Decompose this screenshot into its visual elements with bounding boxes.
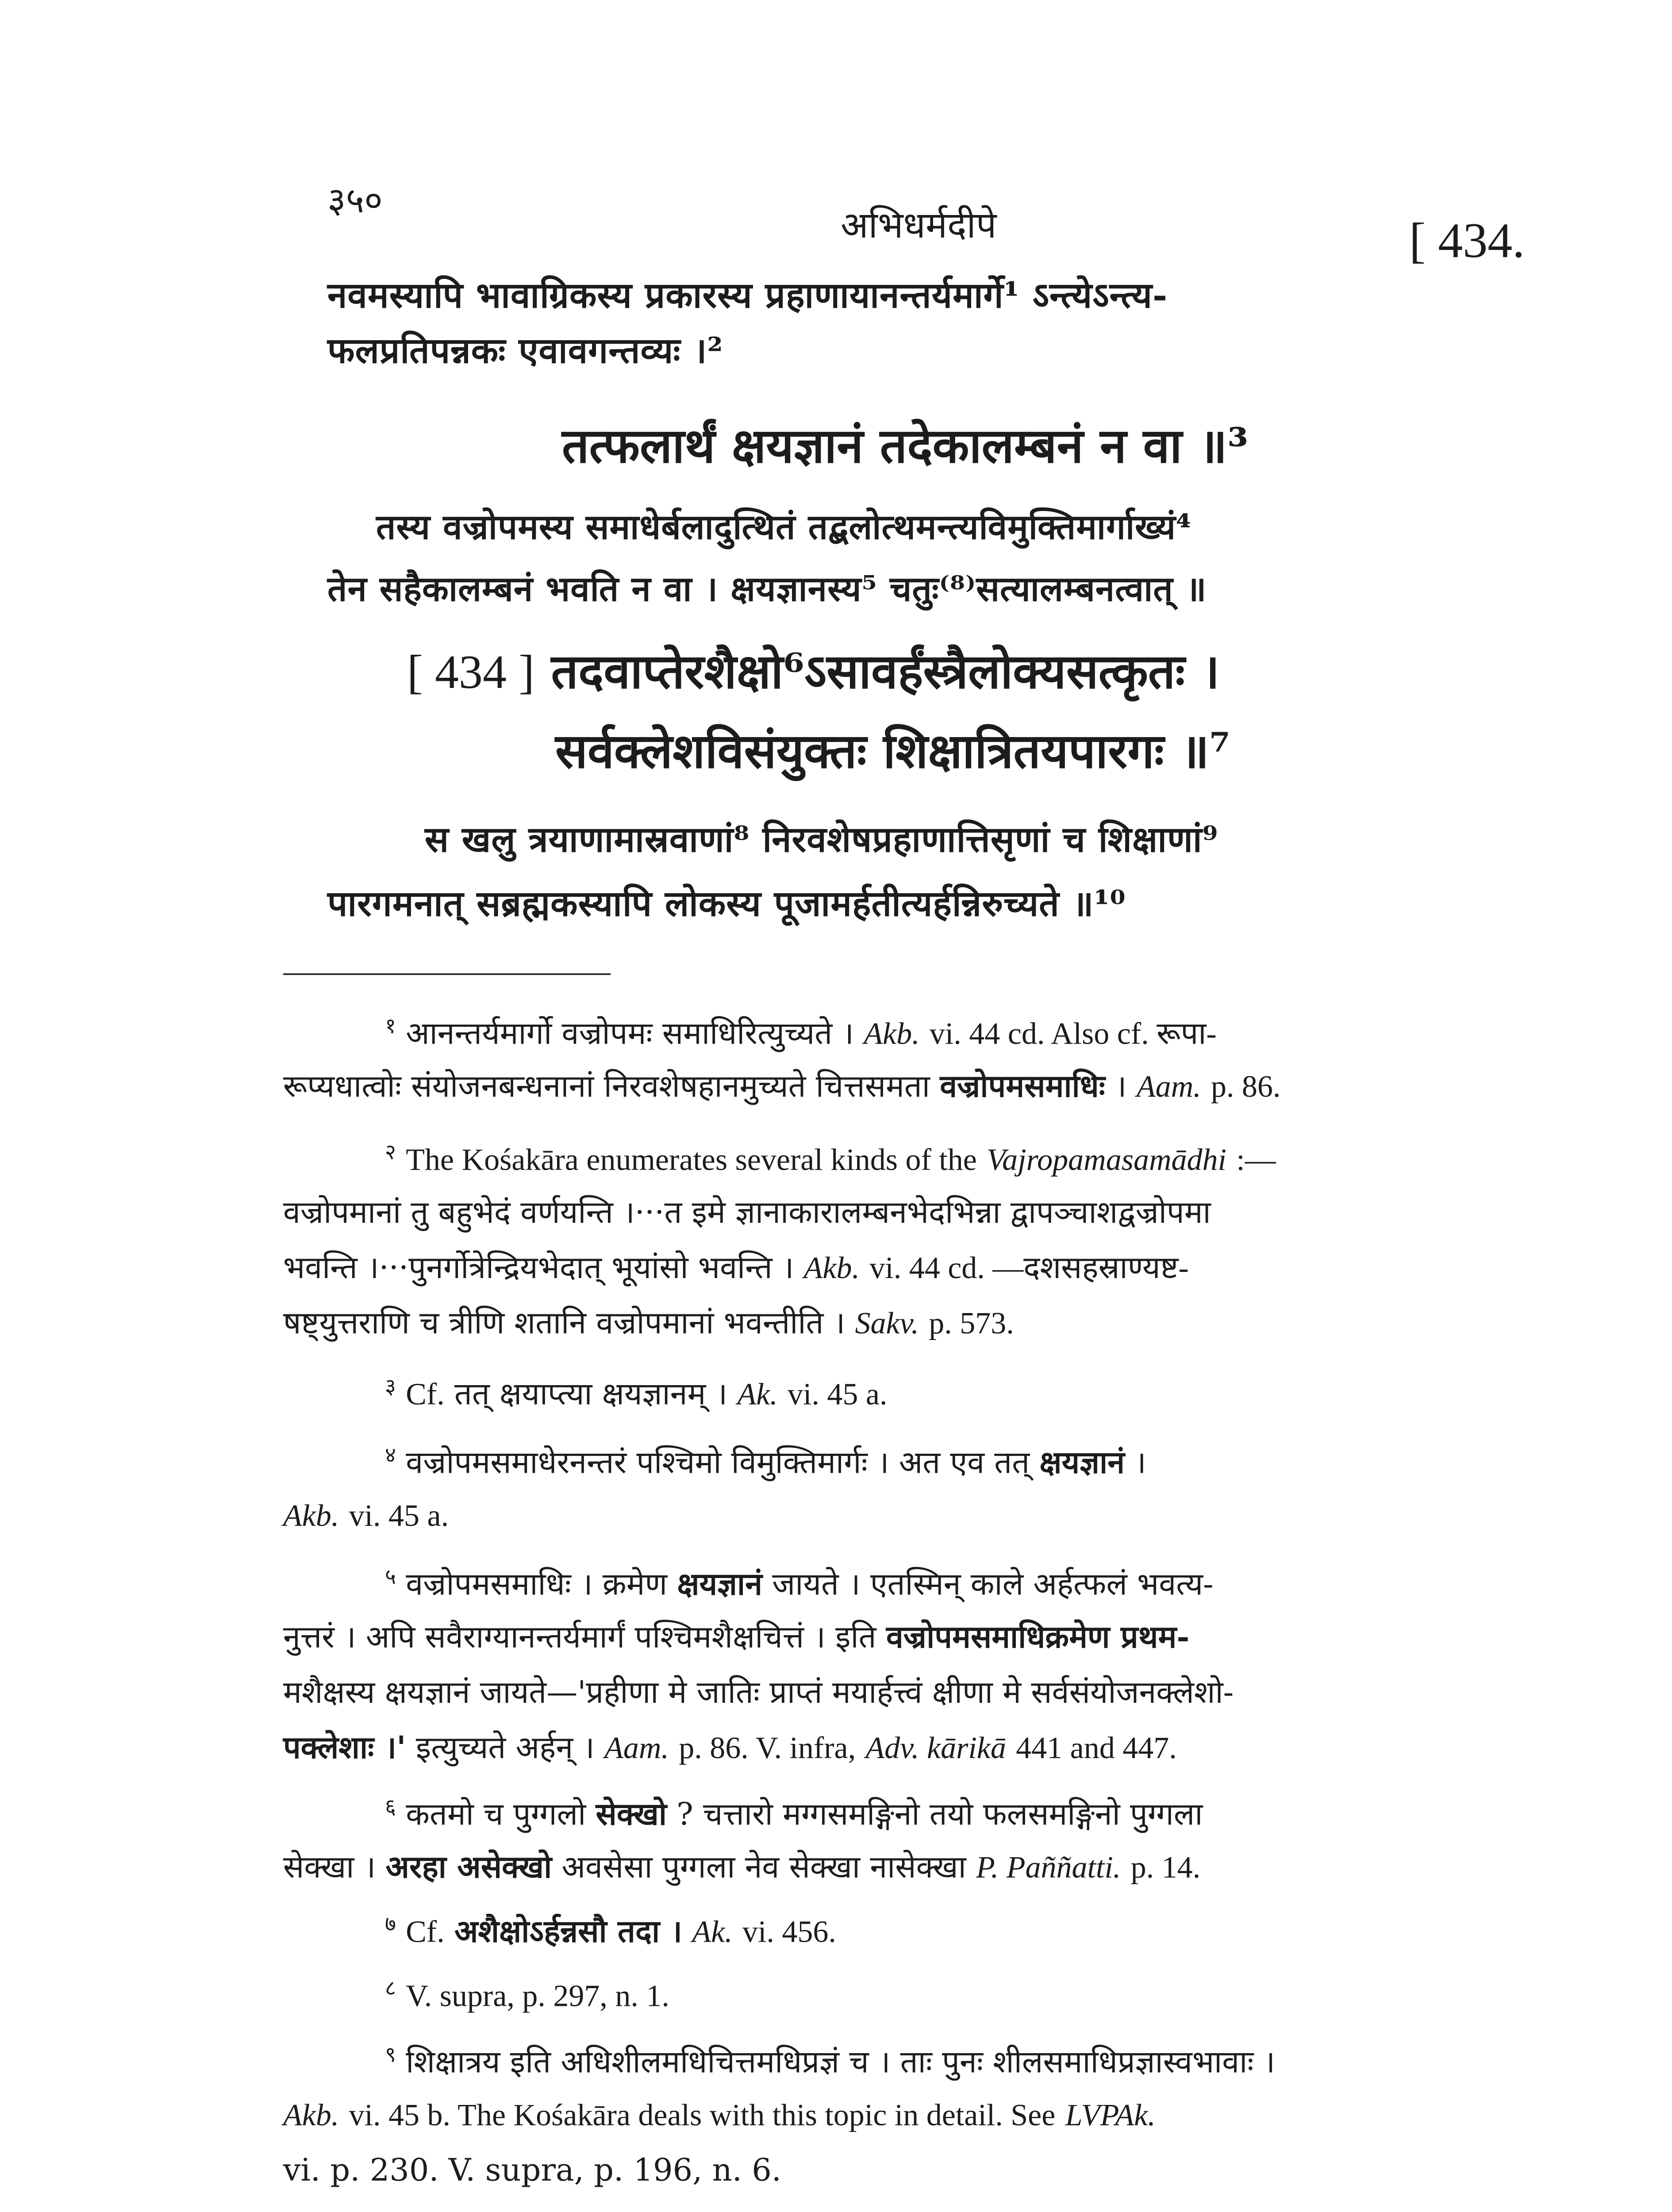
footnote-5-line: नुत्तरं । अपि सवैराग्यानन्तर्यमार्गं पश्चिमशैक्षचित्तं । इति वज्रोपमसमाधिक्रमेण प्रथम- bbox=[283, 1618, 1190, 1655]
footnote-2-line: षष्ट्युत्तराणि च त्रीणि शतानि वज्रोपमानां भवन्तीति । Sakv. p. 573. bbox=[283, 1305, 1014, 1341]
prose-line: फलप्रतिपन्नकः एवावगन्तव्यः ।² bbox=[327, 330, 723, 371]
page-number: ३५० bbox=[327, 180, 383, 221]
footnote-1: $^१$ आनन्तर्यमार्गो वज्रोपमः समाधिरित्युच्यते । Akb. vi. 44 cd. Also cf. रूपा- bbox=[385, 1014, 1217, 1052]
footnote-6-line: सेक्खा । अरहा असेक्खो अवसेसा पुग्गला नेव सेक्खा नासेक्खा P. Paññatti. p. 14. bbox=[283, 1848, 1201, 1885]
footnote-3: $^३$ Cf. तत् क्षयाप्त्या क्षयज्ञानम् । Ak. vi. 45 a. bbox=[385, 1374, 888, 1412]
footnote-marker: ९ bbox=[385, 2042, 396, 2067]
verse-range: [ 434. bbox=[1409, 213, 1525, 268]
footnote-marker: ४ bbox=[385, 1443, 396, 1467]
verse-line: सर्वक्लेशविसंयुक्तः शिक्षात्रितयपारगः ॥⁷ bbox=[555, 723, 1230, 779]
prose-line: पारगमनात् सब्रह्मकस्यापि लोकस्य पूजामर्हतीत्यर्हन्निरुच्यते ॥¹⁰ bbox=[327, 883, 1126, 924]
footnote-2-line: भवन्ति ।···पुनर्गोत्रेन्द्रियभेदात् भूयांसो भवन्ति । Akb. vi. 44 cd. —दशसहस्राण्यष्ट- bbox=[283, 1249, 1189, 1286]
footnote-9-line: vi. p. 230. V. supra, p. 196, n. 6. bbox=[283, 2152, 781, 2188]
footnote-4-line: Akb. vi. 45 a. bbox=[283, 1499, 449, 1533]
footnote-marker: १ bbox=[385, 1014, 396, 1038]
footnote-marker: ८ bbox=[385, 1976, 396, 2001]
footnote-marker: ७ bbox=[385, 1912, 396, 1936]
footnote-1-line: रूप्यधात्वोः संयोजनबन्धनानां निरवशेषहानमुच्यते चित्तसमता वज्रोपमसमाधिः । Aam. p. 86. bbox=[283, 1068, 1281, 1104]
footnote-divider bbox=[283, 973, 611, 975]
footnote-2: $^२$ The Kośakāra enumerates several kinds of the Vajropamasamādhi :— bbox=[385, 1140, 1276, 1177]
footnote-5-line: पक्लेशाः ।' इत्युच्यते अर्हन् । Aam. p. 86. V. infra, Adv. kārikā 441 and 447. bbox=[283, 1729, 1177, 1766]
footnote-marker: ६ bbox=[385, 1794, 396, 1819]
verse-line: तत्फलार्थं क्षयज्ञानं तदेकालम्बनं न वा ॥³ bbox=[562, 418, 1249, 474]
footnote-marker: २ bbox=[385, 1140, 396, 1164]
prose-line: स खलु त्रयाणामास्रवाणां⁸ निरवशेषप्रहाणात्तिसृणां च शिक्षाणां⁹ bbox=[425, 818, 1218, 860]
footnote-6: $^६$ कतमो च पुग्गलो सेक्खो ? चत्तारो मग्गसमङ्गिनो तयो फलसमङ्गिनो पुग्गला bbox=[385, 1794, 1203, 1832]
footnote-9-line: Akb. vi. 45 b. The Kośakāra deals with this topic in detail. See LVPAk. bbox=[283, 2098, 1156, 2132]
footnote-9: $^९$ शिक्षात्रय इति अधिशीलमधिचित्तमधिप्रज्ञं च । ताः पुनः शीलसमाधिप्रज्ञास्वभावाः । bbox=[385, 2042, 1276, 2080]
verse-number: [ 434 ] bbox=[407, 646, 534, 699]
prose-line: तस्य वज्रोपमस्य समाधेर्बलादुत्थितं तद्बलोत्थमन्त्यविमुक्तिमार्गाख्यं⁴ bbox=[376, 507, 1192, 547]
verse-block bbox=[407, 637, 1220, 702]
prose-line: तेन सहैकालम्बनं भवति न वा । क्षयज्ञानस्य⁵ चतुः⁽⁸⁾सत्यालम्बनत्वात् ॥ bbox=[327, 569, 1207, 609]
footnote-5-line: मशैक्षस्य क्षयज्ञानं जायते—'प्रहीणा मे जातिः प्राप्तं मयार्हत्त्वं क्षीणा मे सर्वसंयोजनक्लेशो- bbox=[283, 1674, 1234, 1710]
footnote-7: $^७$ Cf. अशैक्षोऽर्हन्नसौ तदा । Ak. vi. 456. bbox=[385, 1912, 836, 1950]
footnote-8: $^८$ V. supra, p. 297, n. 1. bbox=[385, 1976, 669, 2013]
footnote-5: $^५$ वज्रोपमसमाधिः । क्रमेण क्षयज्ञानं जायते । एतस्मिन् काले अर्हत्फलं भवत्य- bbox=[385, 1564, 1214, 1602]
prose-line: नवमस्यापि भावाग्रिकस्य प्रकारस्य प्रहाणायानन्तर्यमार्गे¹ ऽन्त्येऽन्त्य- bbox=[327, 274, 1168, 316]
footnote-marker: ३ bbox=[385, 1374, 396, 1399]
footnote-4: $^४$ वज्रोपमसमाधेरनन्तरं पश्चिमो विमुक्तिमार्गः । अत एव तत् क्षयज्ञानं । bbox=[385, 1443, 1146, 1481]
footnote-2-line: वज्रोपमानां तु बहुभेदं वर्णयन्ति ।···त इमे ज्ञानाकारालम्बनभेदभिन्ना द्वापञ्चाशद्वज्रोपमा bbox=[283, 1194, 1211, 1230]
verse-line: तदवाप्तेरशैक्षो⁶ऽसावर्हंस्त्रैलोक्यसत्कृतः । bbox=[551, 644, 1220, 699]
running-title: अभिधर्मदीपे bbox=[841, 204, 997, 246]
footnote-marker: ५ bbox=[385, 1564, 396, 1589]
